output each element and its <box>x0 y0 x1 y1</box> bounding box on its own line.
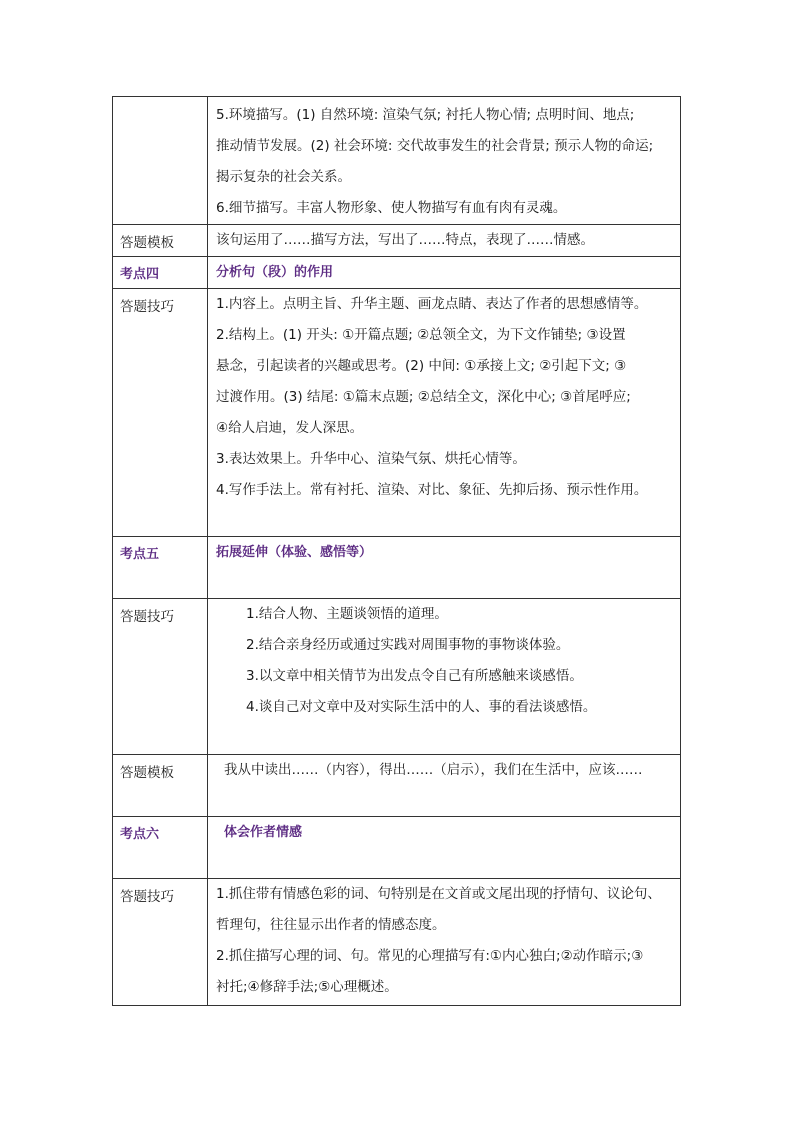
text-line: 哲理句，往往显示出作者的情感态度。 <box>216 917 446 933</box>
table-row <box>113 257 681 289</box>
row-label: 答题技巧 <box>113 879 208 1006</box>
text-line: ④给人启迪，发人深思。 <box>216 420 364 436</box>
row-content <box>208 97 681 225</box>
text-line: 3.以文章中相关情节为出发点令自己有所感触来谈感悟。 <box>246 668 583 684</box>
text-line: 2.抓住描写心理的词、句。常见的心理描写有:①内心独白;②动作暗示;③ <box>216 948 644 964</box>
section-label: 考点六 <box>113 817 208 879</box>
text-line: 悬念，引起读者的兴趣或思考。(2) 中间: ①承接上文; ②引起下文; ③ <box>216 358 627 374</box>
text-line: 5.环境描写。(1) 自然环境: 渲染气氛; 衬托人物心情; 点明时间、地点; <box>216 107 635 123</box>
text-line: 我从中读出……（内容），得出……（启示），我们在生活中，应该…… <box>224 762 643 778</box>
section-heading: 拓展延伸（体验、感悟等） <box>216 545 373 560</box>
section-heading: 体会作者情感 <box>224 825 303 840</box>
table-row <box>113 289 681 537</box>
text-line: 衬托;④修辞手法;⑤心理概述。 <box>216 979 398 995</box>
text-line: 3.表达效果上。升华中心、渲染气氛、烘托心情等。 <box>216 451 526 467</box>
section-label: 考点四 <box>113 257 208 289</box>
text-line: 4.谈自己对文章中及对实际生活中的人、事的看法谈感悟。 <box>246 699 597 715</box>
table-row <box>113 225 681 257</box>
table-row <box>113 537 681 599</box>
section-label: 考点五 <box>113 537 208 599</box>
table-row <box>113 599 681 755</box>
row-content <box>208 257 681 289</box>
table-row <box>113 97 681 225</box>
text-line: 揭示复杂的社会关系。 <box>216 169 351 185</box>
row-content <box>208 599 681 755</box>
row-label <box>113 97 208 225</box>
text-line: 2.结合亲身经历或通过实践对周围事物的事物谈体验。 <box>246 637 570 653</box>
text-line: 推动情节发展。(2) 社会环境: 交代故事发生的社会背景; 预示人物的命运; <box>216 138 654 154</box>
text-line: 4.写作手法上。常有衬托、渲染、对比、象征、先抑后扬、预示性作用。 <box>216 482 648 498</box>
text-line: 1.内容上。点明主旨、升华主题、画龙点睛、表达了作者的思想感情等。 <box>216 296 648 312</box>
row-label: 答题模板 <box>113 225 208 257</box>
text-line: 1.抓住带有情感色彩的词、句特别是在文首或文尾出现的抒情句、议论句、 <box>216 886 661 902</box>
text-line: 1.结合人物、主题谈领悟的道理。 <box>246 606 448 622</box>
row-content <box>208 755 681 817</box>
table-row <box>113 817 681 879</box>
row-content <box>208 225 681 257</box>
section-heading: 分析句（段）的作用 <box>216 265 334 280</box>
text-line: 2.结构上。(1) 开头: ①开篇点题; ②总领全文，为下文作铺垫; ③设置 <box>216 327 626 343</box>
row-label: 答题技巧 <box>113 289 208 537</box>
table-row <box>113 879 681 1006</box>
row-content <box>208 289 681 537</box>
row-content <box>208 537 681 599</box>
text-line: 该句运用了……描写方法，写出了……特点，表现了……情感。 <box>216 232 594 248</box>
table-row <box>113 755 681 817</box>
row-label: 答题模板 <box>113 755 208 817</box>
row-content <box>208 817 681 879</box>
row-label: 答题技巧 <box>113 599 208 755</box>
text-line: 过渡作用。(3) 结尾: ①篇末点题; ②总结全文，深化中心; ③首尾呼应; <box>216 389 631 405</box>
row-content <box>208 879 681 1006</box>
knowledge-table <box>112 96 681 1006</box>
text-line: 6.细节描写。丰富人物形象、使人物描写有血有肉有灵魂。 <box>216 200 567 216</box>
